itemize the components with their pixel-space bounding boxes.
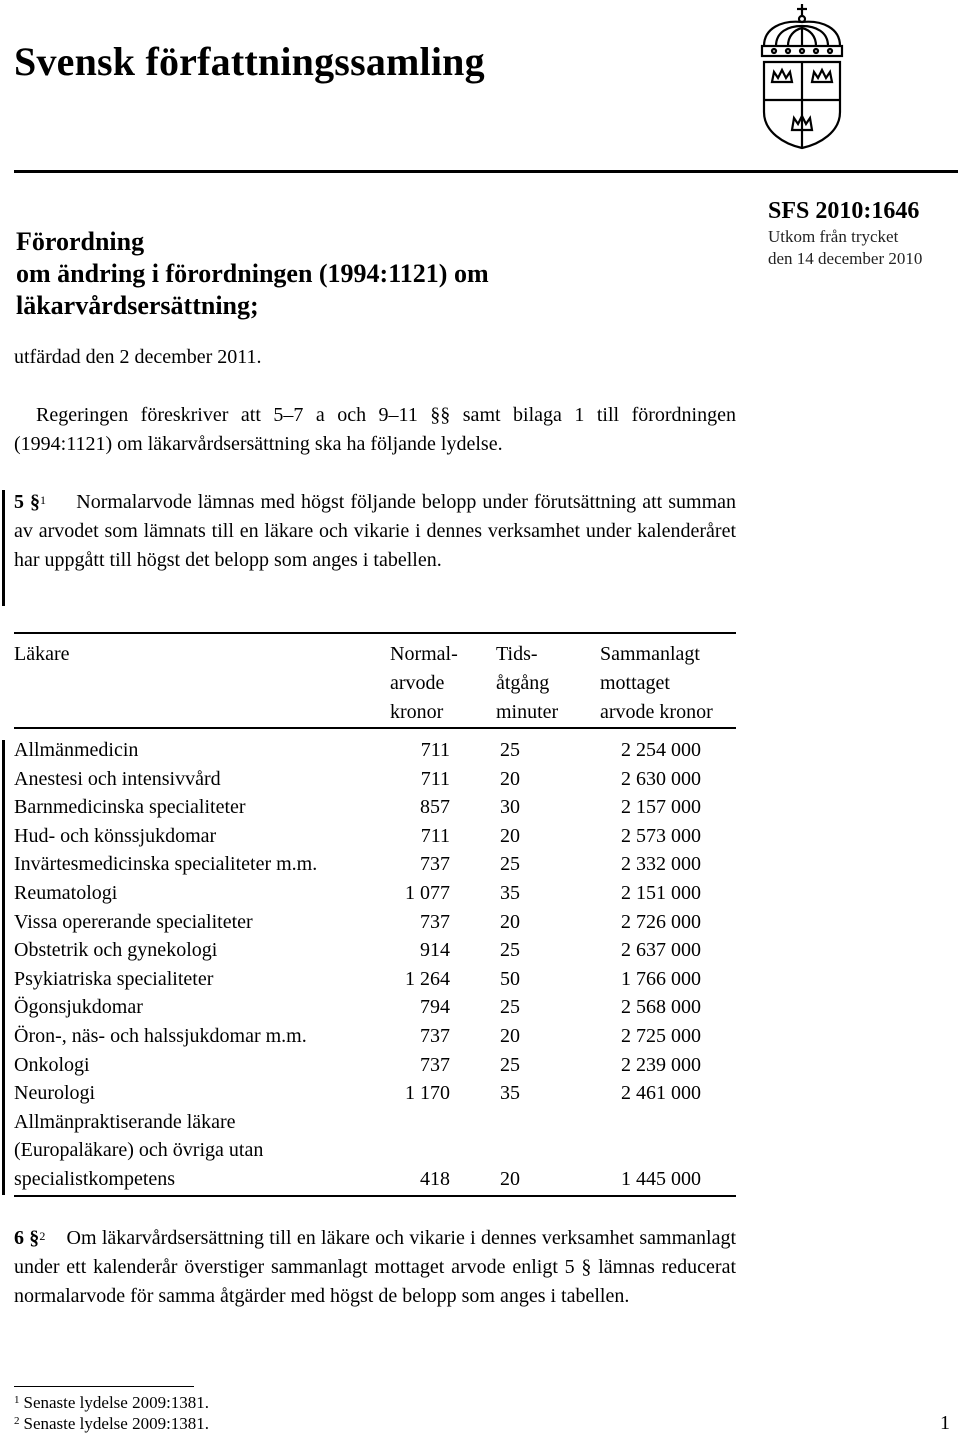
series-title: Svensk författningssamling — [14, 39, 485, 84]
table-row — [14, 936, 736, 965]
table-row — [14, 1079, 736, 1108]
page-number: 1 — [940, 1412, 950, 1434]
cell-time: 25 — [500, 1053, 520, 1076]
section-5 — [14, 488, 736, 575]
column-header-line: mottaget — [600, 672, 670, 694]
table-row — [14, 850, 736, 879]
publication-note-line: den 14 december 2010 — [768, 249, 923, 268]
column-header-fee — [390, 640, 458, 727]
section-6 — [14, 1224, 736, 1311]
footnote — [14, 1392, 209, 1413]
cell-total: 1 766 000 — [621, 967, 701, 990]
table-rule — [14, 1195, 736, 1197]
column-header-line: arvode — [390, 672, 445, 694]
table-row — [14, 1022, 736, 1051]
cell-specialty: Anestesi och intensivvård — [14, 767, 221, 790]
column-header-total — [600, 640, 713, 727]
table-row — [14, 765, 736, 794]
publication-note — [768, 226, 958, 270]
cell-specialty: Vissa opererande specialiteter — [14, 910, 253, 933]
footnote-ref[interactable]: 2 — [39, 1229, 46, 1243]
header-rule — [14, 170, 958, 173]
cell-fee: 914 — [420, 939, 450, 962]
cell-time: 25 — [500, 853, 520, 876]
cell-total: 2 630 000 — [621, 767, 701, 790]
cell-total: 2 725 000 — [621, 1024, 701, 1047]
column-header-time — [496, 640, 558, 727]
cell-time: 35 — [500, 881, 520, 904]
cell-specialty: Allmänpraktiserande läkare (Europaläkare) och övriga utan specialistkompetens — [14, 1110, 264, 1190]
footnote-number: 2 — [14, 1415, 20, 1427]
column-header-line: Tids- — [496, 643, 538, 665]
column-header-line: arvode kronor — [600, 701, 713, 723]
cell-specialty: Öron-, näs- och halssjukdomar m.m. — [14, 1024, 307, 1047]
table-row — [14, 1108, 736, 1194]
cell-specialty: Neurologi — [14, 1082, 96, 1105]
cell-specialty: Obstetrik och gynekologi — [14, 939, 218, 962]
table-rule — [14, 727, 736, 729]
cell-fee: 857 — [420, 796, 450, 819]
section-text: Normalarvode lämnas med högst följande belopp under förutsättning att summan av arvodet som lämnats till en läkare och vikarie i dennes verksamhet under kalenderåret har uppgått till högst det belopp som anges i tabellen. — [14, 491, 737, 571]
footnote-rule — [14, 1386, 194, 1387]
sfs-number: SFS 2010:1646 — [768, 198, 920, 224]
cell-time: 25 — [500, 939, 520, 962]
footnote-text: Senaste lydelse 2009:1381. — [23, 1393, 210, 1412]
cell-total: 2 568 000 — [621, 996, 701, 1019]
cell-total: 2 157 000 — [621, 796, 701, 819]
footnotes — [14, 1392, 209, 1434]
cell-specialty: Reumatologi — [14, 881, 118, 904]
cell-time: 20 — [500, 910, 520, 933]
document-title — [16, 226, 656, 322]
cell-specialty: Psykiatriska specialiteter — [14, 967, 214, 990]
cell-specialty: Barnmedicinska specialiteter — [14, 796, 246, 819]
table-rule — [14, 632, 736, 634]
table-row — [14, 908, 736, 937]
cell-total: 2 573 000 — [621, 824, 701, 847]
cell-total: 2 254 000 — [621, 739, 701, 761]
table-row — [14, 993, 736, 1022]
intro-paragraph: Regeringen föreskriver att 5–7 a och 9–11 §§ samt bilaga 1 till förordningen (1994:1121) om läkarvårdsersättning ska ha följande lydelse. — [14, 404, 736, 455]
cell-fee: 737 — [420, 1053, 450, 1076]
cell-time: 20 — [500, 1024, 520, 1047]
document-title-line: Förordning — [16, 227, 145, 256]
column-header-line: Sammanlagt — [600, 643, 700, 665]
table-row — [14, 822, 736, 851]
cell-fee: 1 077 — [405, 881, 450, 904]
cell-total: 2 726 000 — [621, 910, 701, 933]
cell-specialty: Invärtesmedicinska specialiteter m.m. — [14, 853, 318, 876]
table-body — [14, 736, 736, 1194]
section-number: 5 § — [14, 491, 41, 513]
table-row — [14, 736, 736, 765]
publication-note-line: Utkom från trycket — [768, 227, 899, 246]
cell-total: 2 151 000 — [621, 881, 701, 904]
cell-time: 20 — [500, 767, 520, 790]
section-text: Om läkarvårdsersättning till en läkare och vikarie i dennes verksamhet sammanlagt under ett kalenderår överstiger sammanlagt mottaget arvode enligt 5 § lämnas reducerat normalarvode för samma åtgärder med högst de belopp som anges i tabellen. — [14, 1227, 737, 1307]
cell-specialty: Ögonsjukdomar — [14, 996, 143, 1019]
table-row — [14, 965, 736, 994]
cell-fee: 1 170 — [405, 1082, 450, 1105]
cell-fee: 711 — [420, 739, 450, 761]
change-marker-bar — [2, 490, 5, 606]
issued-date: utfärdad den 2 december 2011. — [14, 346, 262, 368]
cell-total: 2 239 000 — [621, 1053, 701, 1076]
swedish-coat-of-arms-icon — [752, 2, 852, 150]
cell-time: 20 — [500, 824, 520, 847]
cell-fee: 1 264 — [405, 967, 450, 990]
cell-fee: 711 — [420, 824, 450, 847]
footnote — [14, 1413, 209, 1434]
cell-time: 35 — [500, 1082, 520, 1105]
cell-fee: 737 — [420, 910, 450, 933]
cell-fee: 737 — [420, 1024, 450, 1047]
column-header-line: Läkare — [14, 643, 70, 665]
column-header-line: åtgång — [496, 672, 550, 694]
footnote-text: Senaste lydelse 2009:1381. — [23, 1414, 210, 1433]
cell-specialty: Onkologi — [14, 1053, 90, 1076]
column-header-line: kronor — [390, 701, 444, 723]
footnote-ref[interactable]: 1 — [40, 493, 47, 507]
cell-fee: 711 — [420, 767, 450, 790]
cell-time: 30 — [500, 796, 520, 819]
cell-time: 25 — [500, 996, 520, 1019]
footnote-number: 1 — [14, 1394, 20, 1406]
table-row — [14, 879, 736, 908]
column-header-specialty — [14, 640, 70, 669]
cell-time: 50 — [500, 967, 520, 990]
column-header-line: Normal- — [390, 643, 458, 665]
sfs-info — [768, 196, 958, 270]
cell-fee: 794 — [420, 996, 450, 1019]
document-title-line: om ändring i förordningen (1994:1121) om — [16, 259, 489, 288]
cell-fee: 418 — [420, 1167, 450, 1190]
cell-total: 2 332 000 — [621, 853, 701, 876]
cell-total: 1 445 000 — [621, 1167, 701, 1190]
cell-total: 2 461 000 — [621, 1082, 701, 1105]
change-marker-bar — [2, 740, 5, 1195]
table-row — [14, 1051, 736, 1080]
table-row — [14, 793, 736, 822]
cell-time: 20 — [500, 1167, 520, 1190]
cell-total: 2 637 000 — [621, 939, 701, 962]
column-header-line: minuter — [496, 701, 559, 723]
cell-fee: 737 — [420, 853, 450, 876]
cell-specialty: Allmänmedicin — [14, 739, 139, 761]
cell-specialty: Hud- och könssjukdomar — [14, 824, 217, 847]
cell-time: 25 — [500, 739, 520, 761]
section-number: 6 § — [14, 1227, 40, 1249]
document-title-line: läkarvårdsersättning; — [16, 291, 259, 320]
